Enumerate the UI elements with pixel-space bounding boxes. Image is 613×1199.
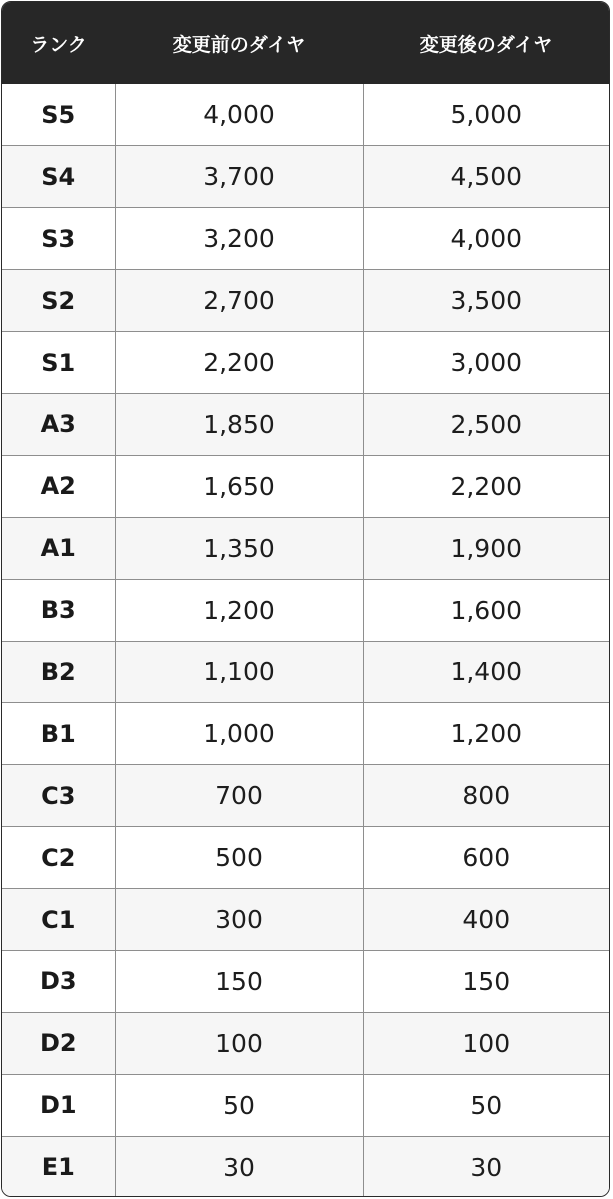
rank-cell: S1 — [2, 332, 115, 394]
table-row — [2, 84, 609, 146]
table-header — [2, 2, 609, 84]
rank-cell: B2 — [2, 641, 115, 703]
rank-cell: S3 — [2, 208, 115, 270]
after-diamonds-cell: 100 — [363, 1012, 609, 1074]
before-diamonds-cell: 700 — [115, 765, 363, 827]
before-diamonds-cell: 1,850 — [115, 393, 363, 455]
rank-cell: A1 — [2, 517, 115, 579]
table-row — [2, 208, 609, 270]
before-diamonds-cell: 1,200 — [115, 579, 363, 641]
after-diamonds-cell: 30 — [363, 1136, 609, 1197]
table-row — [2, 703, 609, 765]
after-diamonds-cell: 4,000 — [363, 208, 609, 270]
before-diamonds-cell: 300 — [115, 889, 363, 951]
before-diamonds-cell: 100 — [115, 1012, 363, 1074]
rank-cell: D1 — [2, 1074, 115, 1136]
rank-cell: B1 — [2, 703, 115, 765]
table-row — [2, 146, 609, 208]
table-row — [2, 579, 609, 641]
after-diamonds-cell: 1,200 — [363, 703, 609, 765]
table-row — [2, 1136, 609, 1197]
table-body — [2, 84, 609, 1197]
before-diamonds-cell: 4,000 — [115, 84, 363, 146]
before-diamonds-cell: 500 — [115, 827, 363, 889]
rank-cell: A2 — [2, 455, 115, 517]
header-before-diamonds: 変更前のダイヤ — [172, 33, 306, 56]
table-row — [2, 1012, 609, 1074]
after-diamonds-cell: 1,900 — [363, 517, 609, 579]
after-diamonds-cell: 1,400 — [363, 641, 609, 703]
rank-cell: S4 — [2, 146, 115, 208]
before-diamonds-cell: 1,000 — [115, 703, 363, 765]
rank-table — [2, 2, 609, 1197]
table-row — [2, 332, 609, 394]
rank-cell: A3 — [2, 393, 115, 455]
rank-cell: E1 — [2, 1136, 115, 1197]
before-diamonds-cell: 30 — [115, 1136, 363, 1197]
after-diamonds-cell: 5,000 — [363, 84, 609, 146]
rank-cell: D3 — [2, 950, 115, 1012]
table-row — [2, 765, 609, 827]
after-diamonds-cell: 3,000 — [363, 332, 609, 394]
table-row — [2, 517, 609, 579]
header-rank: ランク — [30, 33, 87, 56]
table-row — [2, 393, 609, 455]
diamond-rank-table — [1, 1, 610, 1197]
rank-cell: D2 — [2, 1012, 115, 1074]
after-diamonds-cell: 2,200 — [363, 455, 609, 517]
before-diamonds-cell: 3,200 — [115, 208, 363, 270]
after-diamonds-cell: 600 — [363, 827, 609, 889]
rank-cell: S2 — [2, 270, 115, 332]
rank-cell: C3 — [2, 765, 115, 827]
after-diamonds-cell: 400 — [363, 889, 609, 951]
table-row — [2, 455, 609, 517]
header-row — [2, 2, 609, 84]
before-diamonds-cell: 1,650 — [115, 455, 363, 517]
before-diamonds-cell: 2,700 — [115, 270, 363, 332]
table-row — [2, 1074, 609, 1136]
table-row — [2, 641, 609, 703]
before-diamonds-cell: 150 — [115, 950, 363, 1012]
table-row — [2, 889, 609, 951]
before-diamonds-cell: 1,100 — [115, 641, 363, 703]
rank-cell: C1 — [2, 889, 115, 951]
after-diamonds-cell: 150 — [363, 950, 609, 1012]
header-after-diamonds: 変更後のダイヤ — [419, 33, 553, 56]
before-diamonds-cell: 2,200 — [115, 332, 363, 394]
before-diamonds-cell: 50 — [115, 1074, 363, 1136]
rank-cell: S5 — [41, 100, 76, 129]
table-row — [2, 827, 609, 889]
after-diamonds-cell: 50 — [363, 1074, 609, 1136]
rank-cell: B3 — [2, 579, 115, 641]
before-diamonds-cell: 3,700 — [115, 146, 363, 208]
after-diamonds-cell: 800 — [363, 765, 609, 827]
table-row — [2, 270, 609, 332]
before-diamonds-cell: 1,350 — [115, 517, 363, 579]
after-diamonds-cell: 1,600 — [363, 579, 609, 641]
after-diamonds-cell: 3,500 — [363, 270, 609, 332]
table-row — [2, 950, 609, 1012]
after-diamonds-cell: 4,500 — [363, 146, 609, 208]
after-diamonds-cell: 2,500 — [363, 393, 609, 455]
rank-cell: C2 — [2, 827, 115, 889]
